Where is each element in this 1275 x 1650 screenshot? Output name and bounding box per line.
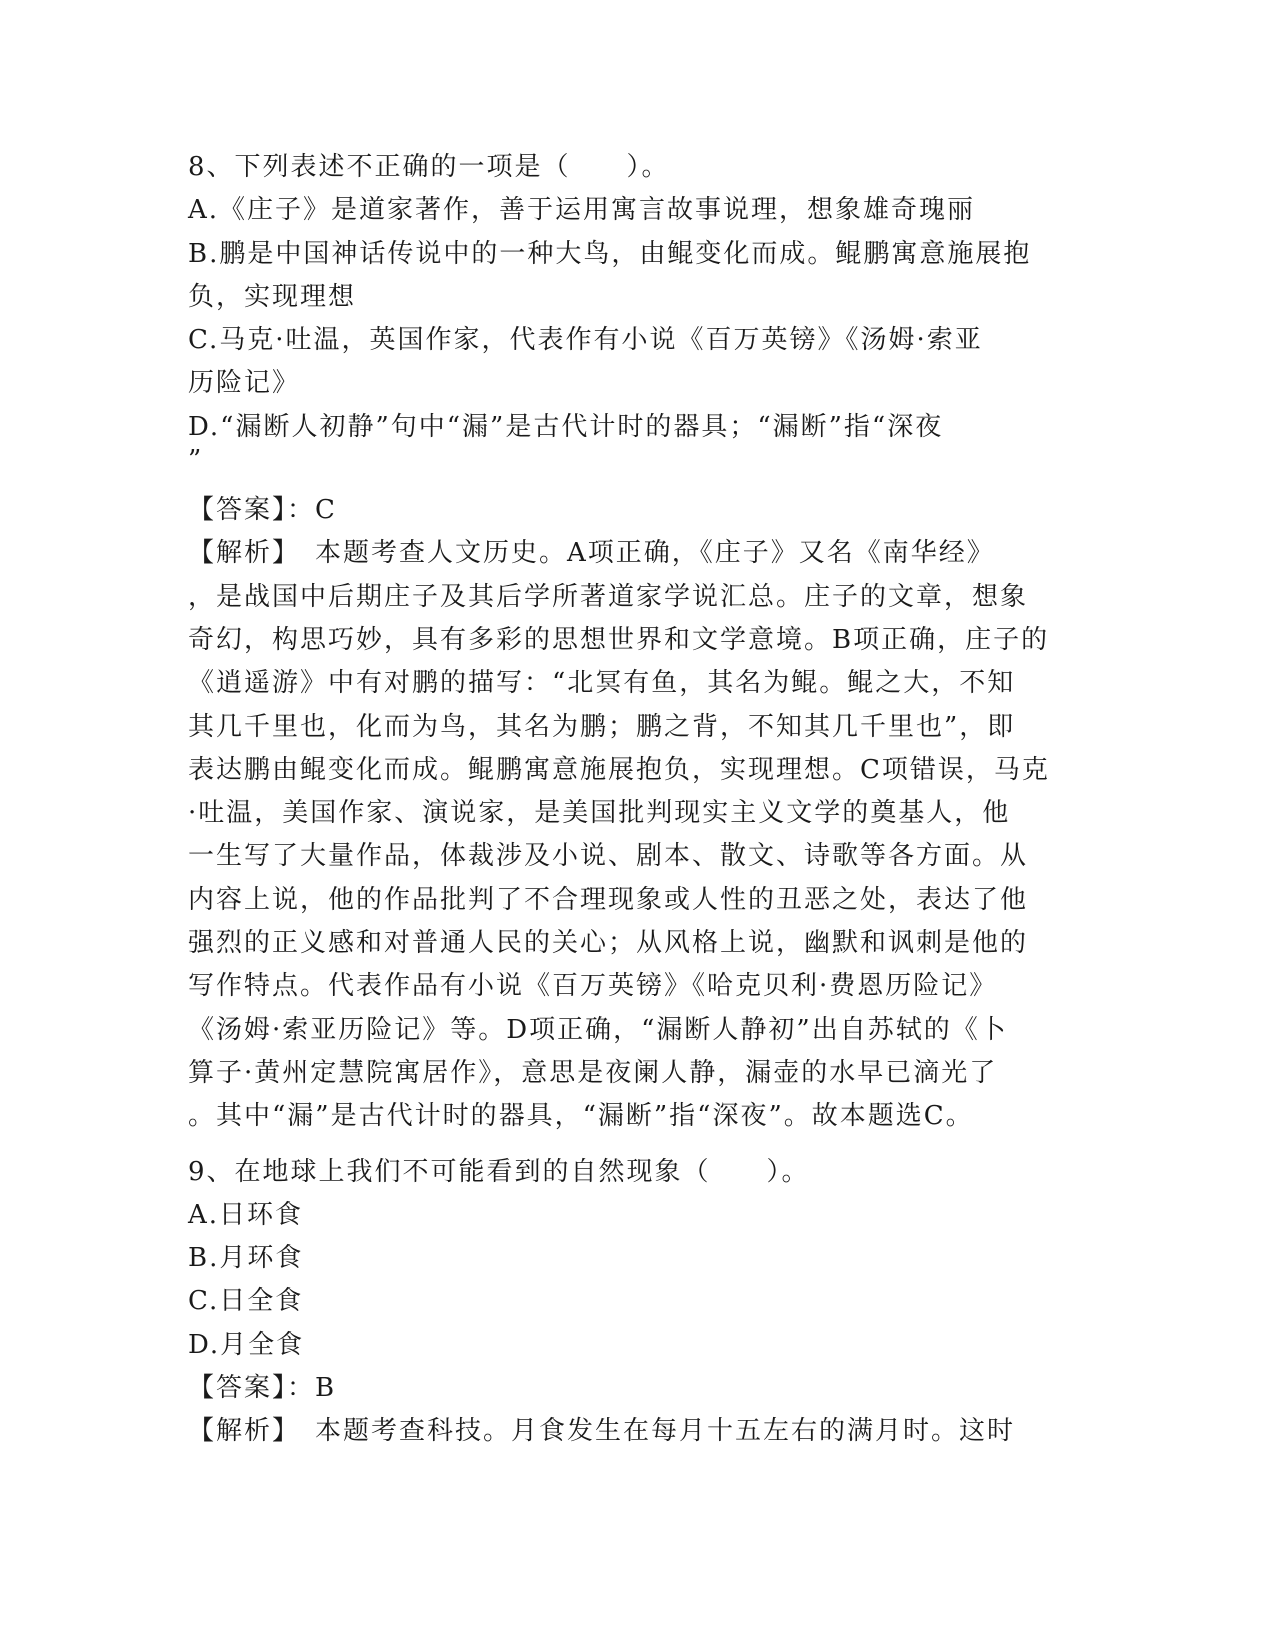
question-8-option-d-cont: ” bbox=[188, 445, 204, 476]
question-9-option-c: C.日全食 bbox=[188, 1286, 304, 1317]
question-8-option-d: D.“漏断人初静”句中“漏”是古代计时的器具；“漏断”指“深夜 bbox=[188, 411, 944, 442]
question-9-option-a: A.日环食 bbox=[188, 1199, 304, 1230]
question-9-stem: 9、在地球上我们不可能看到的自然现象（ ）。 bbox=[188, 1156, 810, 1187]
question-8-analysis-line: 《汤姆·索亚历险记》等。D项正确，“漏断人静初”出自苏轼的《卜 bbox=[188, 1014, 1008, 1045]
question-8-analysis-line: 奇幻，构思巧妙，具有多彩的思想世界和文学意境。B项正确，庄子的 bbox=[188, 624, 1050, 655]
question-8-analysis-line: ·吐温，美国作家、演说家，是美国批判现实主义文学的奠基人，他 bbox=[188, 798, 1011, 829]
question-8-analysis-line: 表达鹏由鲲变化而成。鲲鹏寓意施展抱负，实现理想。C项错误，马克 bbox=[188, 754, 1050, 785]
question-8-option-a: A.《庄子》是道家著作，善于运用寓言故事说理，想象雄奇瑰丽 bbox=[188, 195, 976, 226]
question-8-analysis-line: ，是战国中后期庄子及其后学所著道家学说汇总。庄子的文章，想象 bbox=[188, 581, 1029, 612]
question-8-answer: 【答案】：C bbox=[188, 495, 337, 526]
question-8-analysis-line: 其几千里也，化而为鸟，其名为鹏；鹏之背，不知其几千里也”，即 bbox=[188, 711, 1016, 742]
question-8-option-c: C.马克·吐温，英国作家，代表作有小说《百万英镑》《汤姆·索亚 bbox=[188, 325, 983, 356]
question-8-analysis-line: 【解析】 本题考查人文历史。A项正确，《庄子》又名《南华经》 bbox=[188, 538, 995, 569]
question-8-stem: 8、下列表述不正确的一项是（ ）。 bbox=[188, 152, 670, 182]
question-9-answer: 【答案】：B bbox=[188, 1373, 337, 1404]
question-8-option-c-cont: 历险记》 bbox=[188, 368, 301, 399]
question-8-analysis-line: 强烈的正义感和对普通人民的关心；从风格上说，幽默和讽刺是他的 bbox=[188, 928, 1029, 959]
question-9-option-d: D.月全食 bbox=[188, 1329, 305, 1360]
question-8-analysis-line: 《逍遥游》中有对鹏的描写：“北冥有鱼，其名为鲲。鲲之大，不知 bbox=[188, 668, 1016, 699]
question-8-analysis-line: 写作特点。代表作品有小说《百万英镑》《哈克贝利·费恩历险记》 bbox=[188, 971, 998, 1002]
question-9-analysis-line: 【解析】 本题考查科技。月食发生在每月十五左右的满月时。这时 bbox=[188, 1416, 1016, 1447]
question-8-analysis-line: 算子·黄州定慧院寓居作》，意思是夜阑人静，漏壶的水早已滴光了 bbox=[188, 1057, 998, 1088]
question-9-option-b: B.月环食 bbox=[188, 1243, 304, 1274]
question-8-option-b: B.鹏是中国神话传说中的一种大鸟，由鲲变化而成。鲲鹏寓意施展抱 bbox=[188, 238, 1032, 269]
question-8-analysis-line: 。其中“漏”是古代计时的器具，“漏断”指“深夜”。故本题选C。 bbox=[188, 1101, 974, 1132]
question-8-option-b-cont: 负，实现理想 bbox=[188, 281, 357, 312]
question-8-analysis-line: 内容上说，他的作品批判了不合理现象或人性的丑恶之处，表达了他 bbox=[188, 884, 1029, 915]
question-8-analysis-line: 一生写了大量作品，体裁涉及小说、剧本、散文、诗歌等各方面。从 bbox=[188, 841, 1029, 872]
document-content bbox=[188, 146, 1088, 1454]
